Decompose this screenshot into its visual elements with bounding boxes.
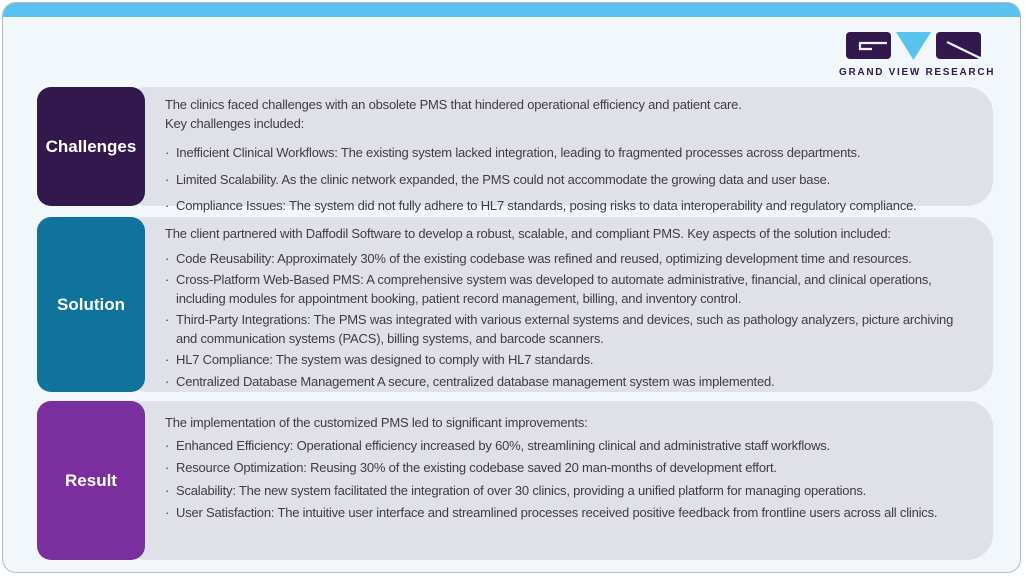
- bullet-dot-icon: ·: [165, 505, 170, 520]
- section-intro: [165, 414, 971, 433]
- bullet-item: [165, 144, 971, 163]
- intro-line: The client partnered with Daffodil Software to develop a robust, scalable, and compliant PMS. Key aspects of the solution included:: [165, 226, 891, 241]
- section-result: [3, 401, 1020, 560]
- bullet-dot-icon: ·: [165, 171, 170, 187]
- bullet-text: Third-Party Integrations: The PMS was integrated with various external systems and devices, such as pathology analyzers, picture archiving and communication systems (PACS), billing systems, and barcode scanners.: [176, 312, 954, 346]
- bullet-item: [165, 271, 971, 308]
- bullet-dot-icon: ·: [165, 272, 170, 287]
- bullet-text: Enhanced Efficiency: Operational efficiency increased by 60%, streamlining clinical and administrative staff workflows.: [176, 437, 830, 453]
- bullet-item: [165, 171, 971, 190]
- brand-name: GRAND VIEW RESEARCH: [839, 67, 996, 78]
- section-label-result: Result: [37, 401, 145, 560]
- bullet-dot-icon: ·: [165, 250, 170, 266]
- bullet-item: [165, 373, 971, 392]
- brand-logo: [839, 29, 996, 78]
- bullet-text: Inefficient Clinical Workflows: The existing system lacked integration, leading to fragmented processes across departments.: [176, 145, 861, 160]
- bullet-item: [165, 482, 971, 501]
- section-challenges: [3, 87, 1020, 213]
- bullet-item: [165, 459, 971, 478]
- bullet-item: [165, 504, 971, 523]
- bullet-dot-icon: ·: [165, 312, 170, 327]
- section-content-box: [121, 87, 993, 213]
- bullet-text: User Satisfaction: The intuitive user interface and streamlined processes received positive feedback from frontline users across all clinics.: [176, 505, 938, 520]
- section-content-box: [121, 217, 993, 392]
- section-intro: [165, 225, 971, 244]
- bullet-text: Resource Optimization: Reusing 30% of the existing codebase saved 20 man-months of development effort.: [176, 460, 777, 475]
- bullet-item: [165, 351, 971, 370]
- section-bullet-list: [165, 144, 971, 216]
- bullet-text: Code Reusability: Approximately 30% of the existing codebase was refined and reused, optimizing development time and resources.: [176, 250, 912, 266]
- section-content-box: [121, 401, 993, 560]
- section-bullet-list: [165, 437, 971, 523]
- section-solution: [3, 217, 1020, 392]
- case-study-page: [2, 2, 1021, 573]
- bullet-dot-icon: ·: [165, 198, 170, 213]
- bullet-dot-icon: ·: [165, 373, 170, 389]
- bullet-dot-icon: ·: [165, 145, 170, 160]
- bullet-item: [165, 311, 971, 348]
- intro-line: The clinics faced challenges with an obsolete PMS that hindered operational efficiency and patient care.: [165, 97, 742, 112]
- bullet-item: [165, 437, 971, 456]
- bullet-text: HL7 Compliance: The system was designed to comply with HL7 standards.: [176, 352, 594, 367]
- bullet-item: [165, 197, 971, 216]
- section-label-solution: Solution: [37, 217, 145, 392]
- bullet-dot-icon: ·: [165, 460, 170, 475]
- intro-line: The implementation of the customized PMS led to significant improvements:: [165, 415, 588, 430]
- bullet-dot-icon: ·: [165, 437, 170, 453]
- top-accent-bar: [3, 3, 1020, 17]
- bullet-text: Cross-Platform Web-Based PMS: A comprehensive system was developed to automate administrative, financial, and clinical operations, including modules for appointment booking, patient record management, billing, and inventory control.: [176, 272, 932, 306]
- section-bullet-list: [165, 250, 971, 392]
- intro-line: Key challenges included:: [165, 115, 305, 131]
- bullet-text: Scalability: The new system facilitated the integration of over 30 clinics, providing a unified platform for managing operations.: [176, 482, 867, 498]
- gvr-logo-icon: [845, 29, 983, 62]
- section-label-challenges: Challenges: [37, 87, 145, 206]
- bullet-text: Limited Scalability. As the clinic network expanded, the PMS could not accommodate the growing data and user base.: [176, 171, 831, 187]
- bullet-text: Centralized Database Management A secure, centralized database management system was implemented.: [176, 373, 775, 389]
- bullet-dot-icon: ·: [165, 352, 170, 367]
- bullet-dot-icon: ·: [165, 482, 170, 498]
- section-intro: [165, 96, 971, 133]
- bullet-item: [165, 250, 971, 269]
- bullet-text: Compliance Issues: The system did not fully adhere to HL7 standards, posing risks to data interoperability and regulatory compliance.: [176, 198, 917, 213]
